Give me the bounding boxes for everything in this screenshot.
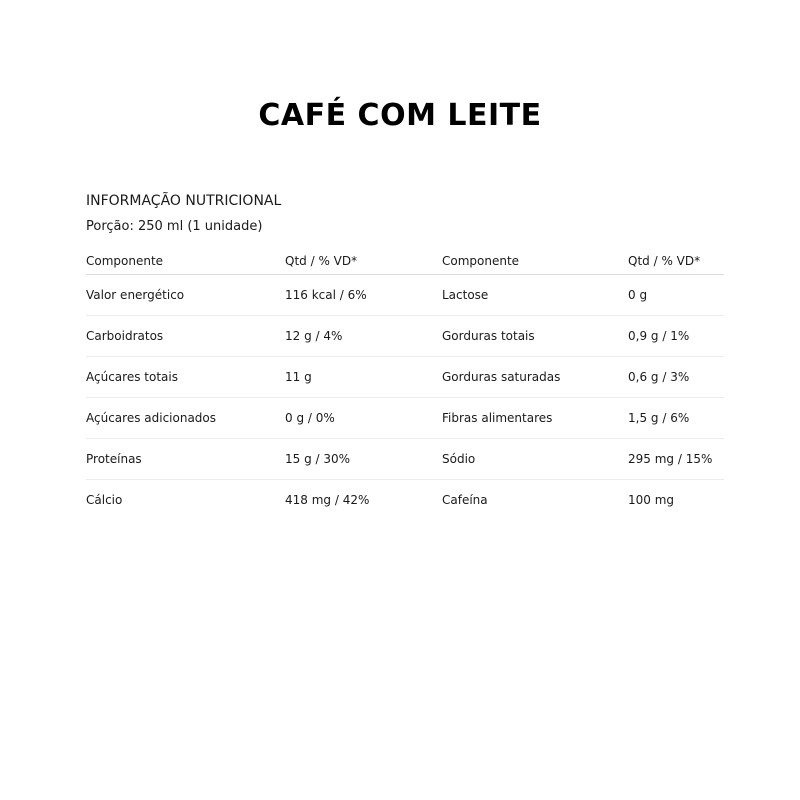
table-header-row xyxy=(86,248,724,275)
header-amount-left: Qtd / % VD* xyxy=(285,248,442,275)
header-component-right: Componente xyxy=(442,248,628,275)
table-row xyxy=(86,316,724,357)
component-value: 0,6 g / 3% xyxy=(628,357,724,398)
portion-size: Porção: 250 ml (1 unidade) xyxy=(86,219,263,234)
section-title: INFORMAÇÃO NUTRICIONAL xyxy=(86,193,282,209)
table-row xyxy=(86,439,724,480)
header-component-left: Componente xyxy=(86,248,285,275)
component-name: Açúcares totais xyxy=(86,357,285,398)
component-value: 295 mg / 15% xyxy=(628,439,724,480)
table-row xyxy=(86,275,724,316)
component-name: Açúcares adicionados xyxy=(86,398,285,439)
component-value: 100 mg xyxy=(628,493,675,507)
component-value: 116 kcal / 6% xyxy=(285,275,442,316)
nutrition-info-header xyxy=(86,192,726,236)
component-value: 11 g xyxy=(285,357,442,398)
component-value: 0 g xyxy=(628,275,724,316)
component-value: 1,5 g / 6% xyxy=(628,398,724,439)
component-value: 0 g / 0% xyxy=(285,398,442,439)
component-value: 0,9 g / 1% xyxy=(628,316,724,357)
component-name: Cafeína xyxy=(442,493,488,507)
product-title: CAFÉ COM LEITE xyxy=(258,98,542,133)
component-name: Lactose xyxy=(442,275,628,316)
component-name: Valor energético xyxy=(86,275,285,316)
table-row xyxy=(86,357,724,398)
component-name: Sódio xyxy=(442,439,628,480)
component-name: Gorduras saturadas xyxy=(442,357,628,398)
table-row xyxy=(86,398,724,439)
component-value: 12 g / 4% xyxy=(285,316,442,357)
component-name: Proteínas xyxy=(86,439,285,480)
component-value: 15 g / 30% xyxy=(285,439,442,480)
component-name: Carboidratos xyxy=(86,316,285,357)
header-amount-right: Qtd / % VD* xyxy=(628,248,724,275)
component-name: Gorduras totais xyxy=(442,316,628,357)
component-name: Fibras alimentares xyxy=(442,398,628,439)
component-name: Cálcio xyxy=(86,493,123,507)
table-row xyxy=(86,480,724,521)
nutrition-table xyxy=(86,248,724,520)
component-value: 418 mg / 42% xyxy=(285,493,370,507)
